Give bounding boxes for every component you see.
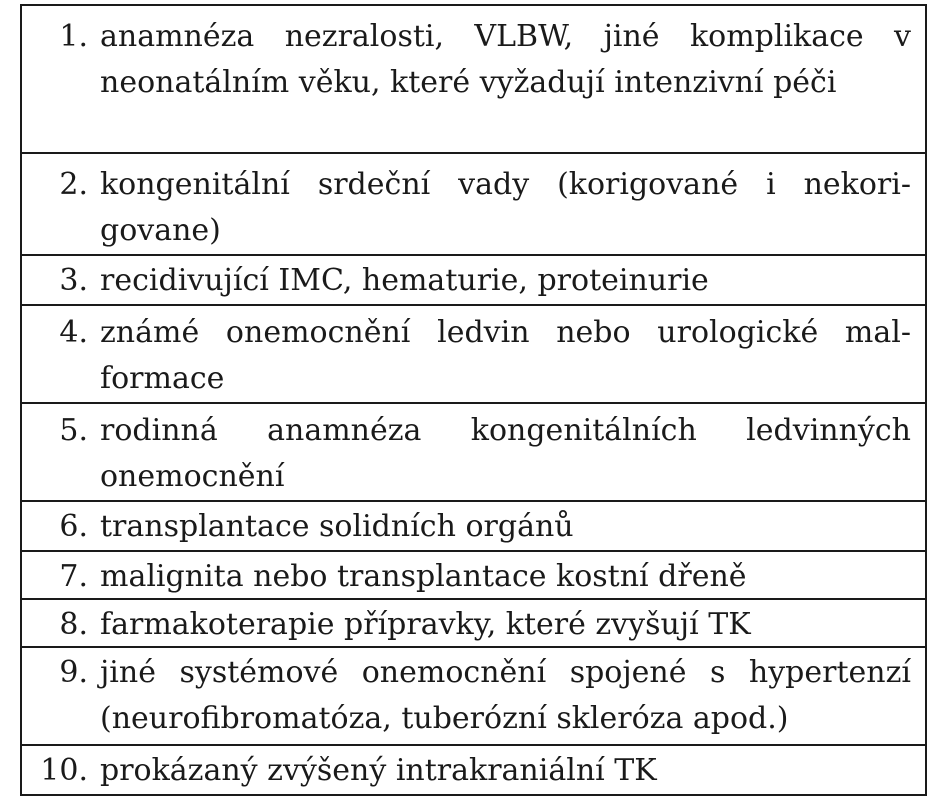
table-row: [22, 306, 925, 404]
table-row: [22, 6, 925, 154]
row-number: 7.: [59, 559, 88, 594]
row-text: rodinná anamnéza kongenitálních ledvinných onemocnění: [100, 413, 911, 494]
table-row: [22, 256, 925, 306]
table-row: [22, 552, 925, 600]
row-text: kongenitální srdeční vady (korigované i nekori-govane): [100, 167, 911, 248]
row-text: známé onemocnění ledvin nebo urologické mal-formace: [100, 315, 911, 396]
table-row: [22, 404, 925, 502]
table-row: [22, 502, 925, 552]
table-row: [22, 600, 925, 648]
table-row: [22, 154, 925, 256]
row-text: farmakoterapie přípravky, které zvyšují TK: [100, 607, 751, 642]
row-number: 10.: [40, 753, 88, 788]
risk-factors-table: [20, 4, 927, 796]
row-number: 5.: [59, 413, 88, 448]
row-number: 1.: [59, 19, 88, 54]
row-number: 3.: [59, 263, 88, 298]
table-row: [22, 648, 925, 746]
row-number: 2.: [59, 167, 88, 202]
table-row: [22, 746, 925, 794]
row-text: malignita nebo transplantace kostní dřeně: [100, 559, 747, 594]
row-number: 6.: [59, 509, 88, 544]
row-number: 8.: [59, 607, 88, 642]
row-text: transplantace solidních orgánů: [100, 509, 574, 544]
row-text: anamnéza nezralosti, VLBW, jiné komplikace v neonatálním věku, které vyžadují intenzivní péči: [100, 19, 911, 100]
row-text: prokázaný zvýšený intrakraniální TK: [100, 753, 657, 788]
row-number: 9.: [59, 655, 88, 690]
row-text: jiné systémové onemocnění spojené s hypertenzí (neurofibromatóza, tuberózní skleróza apod.): [100, 655, 911, 736]
row-text: recidivující IMC, hematurie, proteinurie: [100, 263, 709, 298]
row-number: 4.: [59, 315, 88, 350]
